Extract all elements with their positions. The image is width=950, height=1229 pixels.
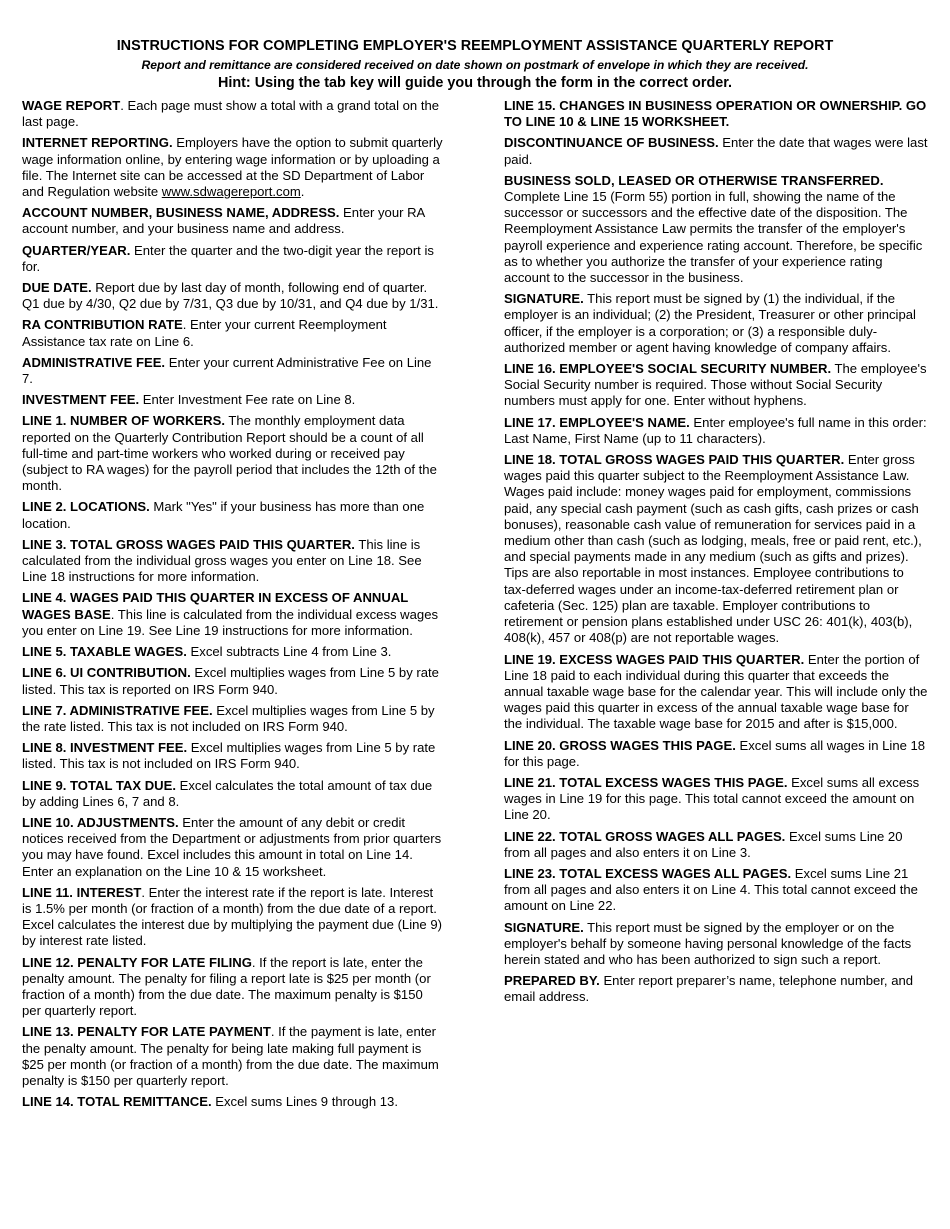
instruction-line-8: LINE 8. INVESTMENT FEE. Excel multiplies wages from Line 5 by rate listed. This tax is not included on IRS Form 940. — [22, 740, 436, 772]
page-title: INSTRUCTIONS FOR COMPLETING EMPLOYER'S REEMPLOYMENT ASSISTANCE QUARTERLY REPORT — [116, 38, 834, 54]
instruction-line-19: LINE 19. EXCESS WAGES PAID THIS QUARTER. Enter the portion of Line 18 paid to each individual during this quarter that exceeds the annual taxable wage base for the calendar year. This will include only the wages paid this quarter in excess of the annual taxable wage base for the individual. The taxable wage base for 2015 and after is $15,000. — [504, 651, 928, 732]
page-subtitle: Report and remittance are considered received on date shown on postmark of envelope in which they are received. — [141, 58, 809, 72]
instruction-signature-2: SIGNATURE. This report must be signed by the employer or on the employer's behalf by someone having personal knowledge of the facts herein stated and who has been authorized to sign such a report. — [504, 919, 912, 967]
instruction-line-15: LINE 15. CHANGES IN BUSINESS OPERATION OR OWNERSHIP. GO TO LINE 10 & LINE 15 WORKSHEET. — [504, 98, 927, 130]
instruction-quarter-year: QUARTER/YEAR. Enter the quarter and the two-digit year the report is for. — [22, 242, 434, 274]
header — [22, 38, 928, 91]
instruction-business-sold: BUSINESS SOLD, LEASED OR OTHERWISE TRANSFERRED. Complete Line 15 (Form 55) portion in full, showing the name of the successor or successors and the effective date of the disposition. The Reemployment Assistance Law permits the transfer of the employer's payroll experience and experience rating account. Therefore, be specific as to whether you authorize the transfer of your experience rating account to the successor in the business. — [504, 172, 923, 286]
instruction-line-3: LINE 3. TOTAL GROSS WAGES PAID THIS QUARTER. This line is calculated from the individual gross wages you enter on Line 18. See Line 18 instructions for more information. — [22, 536, 422, 585]
instruction-line-2: LINE 2. LOCATIONS. Mark "Yes" if your business has more than one location. — [22, 499, 425, 531]
instruction-columns — [22, 98, 928, 1115]
sdwagereport-link[interactable]: www.sdwagereport.com — [161, 184, 301, 200]
instruction-line-22: LINE 22. TOTAL GROSS WAGES ALL PAGES. Excel sums Line 20 from all pages and also enters it on Line 3. — [504, 828, 903, 860]
instruction-line-13: LINE 13. PENALTY FOR LATE PAYMENT. If the payment is late, enter the penalty amount. The penalty for being late making full payment is $25 per month (or fraction of a month) from the due date. The maximum penalty is $150 per quarterly report. — [22, 1024, 439, 1088]
instruction-line-23: LINE 23. TOTAL EXCESS WAGES ALL PAGES. Excel sums Line 21 from all pages and also enters it on Line 4. This total cannot exceed the amount on Line 22. — [504, 865, 918, 914]
instruction-line-9: LINE 9. TOTAL TAX DUE. Excel calculates the total amount of tax due by adding Lines 6, 7 and 8. — [22, 777, 433, 809]
instruction-line-6: LINE 6. UI CONTRIBUTION. Excel multiplies wages from Line 5 by rate listed. This tax is reported on IRS Form 940. — [22, 665, 439, 697]
instruction-line-7: LINE 7. ADMINISTRATIVE FEE. Excel multiplies wages from Line 5 by the rate listed. This tax is not included on IRS Form 940. — [22, 702, 435, 734]
instruction-account-number: ACCOUNT NUMBER, BUSINESS NAME, ADDRESS. Enter your RA account number, and your business name and address. — [22, 205, 425, 237]
instruction-line-17: LINE 17. EMPLOYEE'S NAME. Enter employee's full name in this order: Last Name, First Name (up to 11 characters). — [504, 414, 927, 446]
instruction-line-14: LINE 14. TOTAL REMITTANCE. Excel sums Lines 9 through 13. — [22, 1094, 398, 1110]
right-column — [504, 98, 928, 1115]
left-column — [22, 98, 444, 1115]
instruction-line-4: LINE 4. WAGES PAID THIS QUARTER IN EXCESS OF ANNUAL WAGES BASE. This line is calculated from the individual excess wages you enter on Line 19. See Line 19 instructions for more information. — [22, 590, 439, 638]
instruction-line-21: LINE 21. TOTAL EXCESS WAGES THIS PAGE. Excel sums all excess wages in Line 19 for this page. This total cannot exceed the amount on Line 20. — [504, 774, 920, 823]
instruction-line-11: LINE 11. INTEREST. Enter the interest rate if the report is late. Interest is 1.5% per month (or fraction of a month) from the due date of a report. Excel calculates the interest due by multiplying the payment due (Line 9) by interest rate listed. — [22, 884, 442, 949]
instruction-discontinuance: DISCONTINUANCE OF BUSINESS. Enter the date that wages were last paid. — [504, 135, 928, 167]
instruction-investment-fee: INVESTMENT FEE. Enter Investment Fee rate on Line 8. — [22, 392, 356, 408]
instruction-line-16: LINE 16. EMPLOYEE'S SOCIAL SECURITY NUMBER. The employee's Social Security number is required. Those without Social Security numbers must apply for one. Enter without hyphens. — [504, 361, 927, 409]
instruction-line-10: LINE 10. ADJUSTMENTS. Enter the amount of any debit or credit notices received from the Department or adjustments from prior quarters you may have found. Excel includes this amount in total on Line 14. Enter an explanation on the Line 10 & 15 worksheet. — [22, 814, 442, 879]
instruction-administrative-fee: ADMINISTRATIVE FEE. Enter your current Administrative Fee on Line 7. — [22, 354, 432, 387]
instruction-line-18: LINE 18. TOTAL GROSS WAGES PAID THIS QUARTER. Enter gross wages paid this quarter subject to the Reemployment Assistance Law. Wages paid include: money wages paid for employment, commissions paid, any special cash payment (such as cash gifts, cash prizes or cash bonuses), reasonable cash value of remuneration for services paid in a medium other than cash (such as lodging, meals, free or paid rent, etc.), and special payments made in any medium (such as gifts and prizes). Tips are also reportable in most instances. Employee contributions to tax-deferred wages under an income-tax-deferred retirement plan or cafeteria (Sec. 125) plan are taxable. Employer contributions to retirement or pension plans established under USC 26: 401(k), 403(b), 408(k), 457 or 408(p) are not reportable wages. — [504, 452, 922, 646]
instruction-internet-reporting: INTERNET REPORTING. Employers have the option to submit quarterly wage information online, by entering wage information or by uploading a file. The Internet site can be accessed at the SD Department of Labor and Regulation website www.sdwagereport.com. — [22, 135, 443, 200]
instruction-due-date: DUE DATE. Report due by last day of month, following end of quarter. Q1 due by 4/30, Q2 due by 7/31, Q3 due by 10/31, and Q4 due by 1/31. — [22, 280, 439, 312]
hint-text: Hint: Using the tab key will guide you through the form in the correct order. — [217, 75, 733, 91]
instruction-line-1: LINE 1. NUMBER OF WORKERS. The monthly employment data reported on the Quarterly Contribution Report should be a count of all full-time and part-time workers who worked during or received pay (subject to RA wages) for the payroll period that includes the 12th of the month. — [22, 413, 437, 494]
instruction-signature-1: SIGNATURE. This report must be signed by (1) the individual, if the employer is an individual; (2) the President, Treasurer or other principal officer, if the employer is a corporation; or (3) a responsible duly-authorized member or agent having knowledge of company affairs. — [504, 291, 916, 355]
instruction-wage-report: WAGE REPORT. Each page must show a total with a grand total on the last page. — [22, 98, 440, 130]
instruction-line-20: LINE 20. GROSS WAGES THIS PAGE. Excel sums all wages in Line 18 for this page. — [504, 737, 926, 769]
instruction-ra-contribution-rate: RA CONTRIBUTION RATE. Enter your current Reemployment Assistance tax rate on Line 6. — [22, 317, 387, 349]
instruction-line-5: LINE 5. TAXABLE WAGES. Excel subtracts Line 4 from Line 3. — [22, 644, 392, 660]
instruction-line-12: LINE 12. PENALTY FOR LATE FILING. If the report is late, enter the penalty amount. The penalty for filing a report late is $25 per month (or fraction of a month) from the due date. The maximum penalty is $150 per quarterly report. — [22, 954, 431, 1019]
instruction-prepared-by: PREPARED BY. Enter report preparer’s name, telephone number, and email address. — [504, 973, 914, 1005]
